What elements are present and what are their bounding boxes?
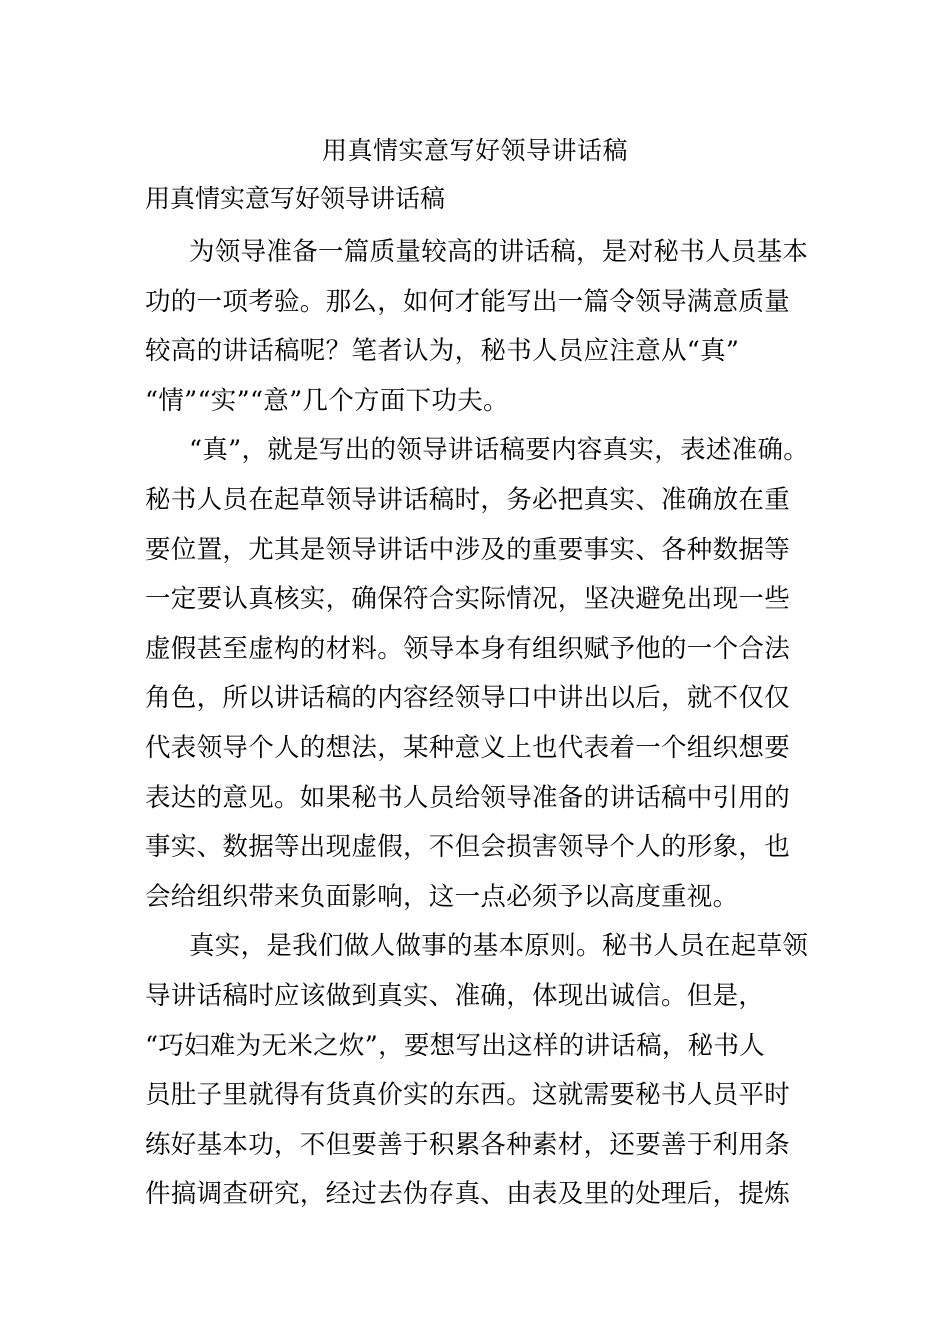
- paragraph-3-line-3: “巧妇难为无米之炊”，要想写出这样的讲话稿，秘书人: [145, 1030, 766, 1061]
- document-body: [145, 228, 825, 1220]
- paragraph-1-line-2: 功的一项考验。那么，如何才能写出一篇令领导满意质量: [145, 286, 791, 317]
- paragraph-2-line-3: 要位置，尤其是领导讲话中涉及的重要事实、各种数据等: [145, 534, 791, 565]
- paragraph-1-line-4: “情”“实”“意”几个方面下功夫。: [145, 385, 509, 416]
- paragraph-2-line-10: 会给组织带来负面影响，这一点必须予以高度重视。: [145, 881, 739, 912]
- paragraph-3-line-1: 真实，是我们做人做事的基本原则。秘书人员在起草领: [189, 931, 809, 962]
- paragraph-2-line-6: 角色，所以讲话稿的内容经领导口中讲出以后，就不仅仅: [145, 683, 791, 714]
- paragraph-2-line-2: 秘书人员在起草领导讲话稿时，务必把真实、准确放在重: [145, 484, 791, 515]
- document-subtitle: 用真情实意写好领导讲话稿: [145, 184, 446, 213]
- paragraph-2-line-4: 一定要认真核实，确保符合实际情况，坚决避免出现一些: [145, 584, 791, 615]
- document-title: 用真情实意写好领导讲话稿: [321, 136, 628, 165]
- paragraph-2-line-9: 事实、数据等出现虚假，不但会损害领导个人的形象，也: [145, 832, 791, 863]
- paragraph-3-line-6: 件搞调查研究，经过去伪存真、由表及里的处理后，提炼: [145, 1179, 791, 1210]
- paragraph-3-line-2: 导讲话稿时应该做到真实、准确，体现出诚信。但是，: [145, 980, 765, 1011]
- paragraph-3-line-4: 员肚子里就得有货真价实的东西。这就需要秘书人员平时: [145, 1080, 791, 1111]
- paragraph-1-line-1: 为领导准备一篇质量较高的讲话稿，是对秘书人员基本: [189, 237, 809, 267]
- paragraph-2-line-5: 虚假甚至虚构的材料。领导本身有组织赋予他的一个合法: [145, 633, 791, 664]
- paragraph-2-line-8: 表达的意见。如果秘书人员给领导准备的讲话稿中引用的: [145, 782, 791, 813]
- paragraph-1-line-3: 较高的讲话稿呢？笔者认为，秘书人员应注意从“真”: [145, 336, 740, 367]
- paragraph-3-line-5: 练好基本功，不但要善于积累各种素材，还要善于利用条: [145, 1129, 791, 1160]
- paragraph-2-line-7: 代表领导个人的想法，某种意义上也代表着一个组织想要: [145, 732, 791, 763]
- paragraph-2-line-1: “真”，就是写出的领导讲话稿要内容真实，表述准确。: [189, 435, 810, 466]
